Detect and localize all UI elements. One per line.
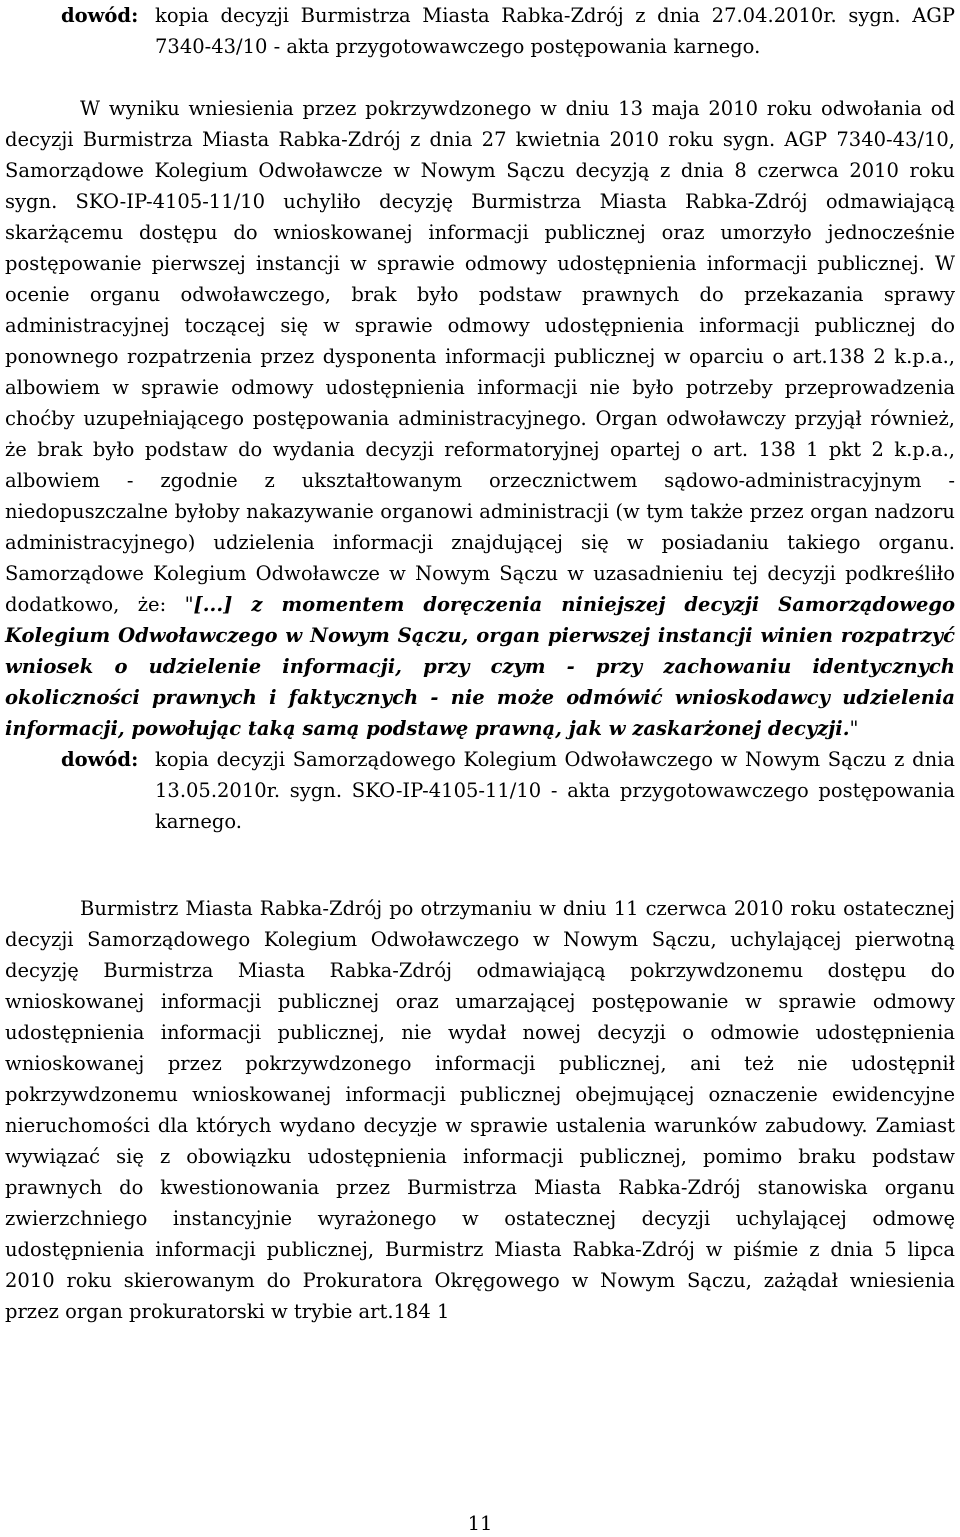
evidence-text: kopia decyzji Burmistrza Miasta Rabka-Zdrój z dnia 27.04.2010r. sygn. AGP 7340-43/10 - akta przygotowawczego postępowania karnego. — [155, 4, 955, 58]
evidence-label: dowód: — [61, 4, 139, 27]
page-number: 11 — [467, 1512, 493, 1535]
evidence-note-1 — [5, 0, 955, 62]
paragraph-mayor-actions — [5, 893, 955, 1327]
evidence-note-2 — [5, 744, 955, 837]
evidence-label: dowód: — [61, 748, 139, 771]
spacer — [5, 837, 955, 893]
spacer — [5, 62, 955, 93]
closing-quote-mark: " — [849, 717, 859, 740]
evidence-text: kopia decyzji Samorządowego Kolegium Odwoławczego w Nowym Sączu z dnia 13.05.2010r. sygn. SKO-IP-4105-11/10 - akta przygotowawczego postępowania karnego. — [155, 748, 955, 833]
paragraph-appeal-decision — [5, 93, 955, 744]
quoted-decision-text: [...] z momentem doręczenia niniejszej decyzji Samorządowego Kolegium Odwoławczego w Nowym Sączu, organ pierwszej instancji winien rozpatrzyć wniosek o udzielenie informacji, przy czym - przy zachowaniu identycznych okoliczności prawnych i faktycznych - nie może odmówić wnioskodawcy udzielenia informacji, powołując taką samą podstawę prawną, jak w zaskarżonej decyzji. — [5, 593, 956, 740]
paragraph-text: Burmistrz Miasta Rabka-Zdrój po otrzymaniu w dniu 11 czerwca 2010 roku ostatecznej decyzji Samorządowego Kolegium Odwoławczego w Nowym Sączu, uchylającej pierwotną decyzję Burmistrza Miasta Rabka-Zdrój odmawiającą pokrzywdzonemu dostępu do wnioskowanej informacji publicznej oraz umarzającej postępowanie w sprawie odmowy udostępnienia informacji publicznej, nie wydał nowej decyzji o odmowie udostępnienia wnioskowanej przez pokrzywdzonego informacji publicznej, ani też nie udostępnił pokrzywdzonemu wnioskowanej informacji publicznej obejmującej oznaczenie ewidencyjne nieruchomości dla których wydano decyzje w sprawie ustalenia warunków zabudowy. Zamiast wywiązać się z obowiązku udostępnienia informacji publicznej, pomimo braku podstaw prawnych do kwestionowania przez Burmistrza Miasta Rabka-Zdrój stanowiska organu zwierzchniego instancyjnie wyrażonego w ostatecznej decyzji uchylającej odmowę udostępnienia informacji publicznej, Burmistrz Miasta Rabka-Zdrój w piśmie z dnia 5 lipca 2010 roku skierowanym do Prokuratora Okręgowego w Nowym Sączu, zażądał wniesienia przez organ prokuratorski w trybie art.184 1 — [5, 897, 955, 1323]
document-page — [5, 0, 955, 1327]
paragraph-text: W wyniku wniesienia przez pokrzywdzonego w dniu 13 maja 2010 roku odwołania od decyzji Burmistrza Miasta Rabka-Zdrój z dnia 27 kwietnia 2010 roku sygn. AGP 7340-43/10, Samorządowe Kolegium Odwoławcze w Nowym Sączu decyzją z dnia 8 czerwca 2010 roku sygn. SKO-IP-4105-11/10 uchyliło decyzję Burmistrza Miasta Rabka-Zdrój odmawiającą skarżącemu dostępu do wnioskowanej informacji publicznej oraz umorzyło jednocześnie postępowanie pierwszej instancji w sprawie odmowy udostępnienia informacji publicznej. W ocenie organu odwoławczego, brak było podstaw prawnych do przekazania sprawy administracyjnej toczącej się w sprawie odmowy udostępnienia informacji publicznej do ponownego rozpatrzenia przez dysponenta informacji publicznej w oparciu o art.138 2 k.p.a., albowiem w sprawie odmowy udostępnienia informacji nie było potrzeby przeprowadzenia choćby uzupełniającego postępowania administracyjnego. Organ odwoławczy przyjął również, że brak było podstaw do wydania decyzji reformatoryjnej opartej o art. 138 1 pkt 2 k.p.a., albowiem - zgodnie z ukształtowanym orzecznictwem sądowo-administracyjnym - niedopuszczalne byłoby nakazywanie organowi administracji (w tym także przez organ nadzoru administracyjnego) udzielenia informacji znajdującej się w posiadaniu takiego organu. Samorządowe Kolegium Odwoławcze w Nowym Sączu w uzasadnieniu tej decyzji podkreśliło dodatkowo, że: " — [5, 97, 955, 616]
